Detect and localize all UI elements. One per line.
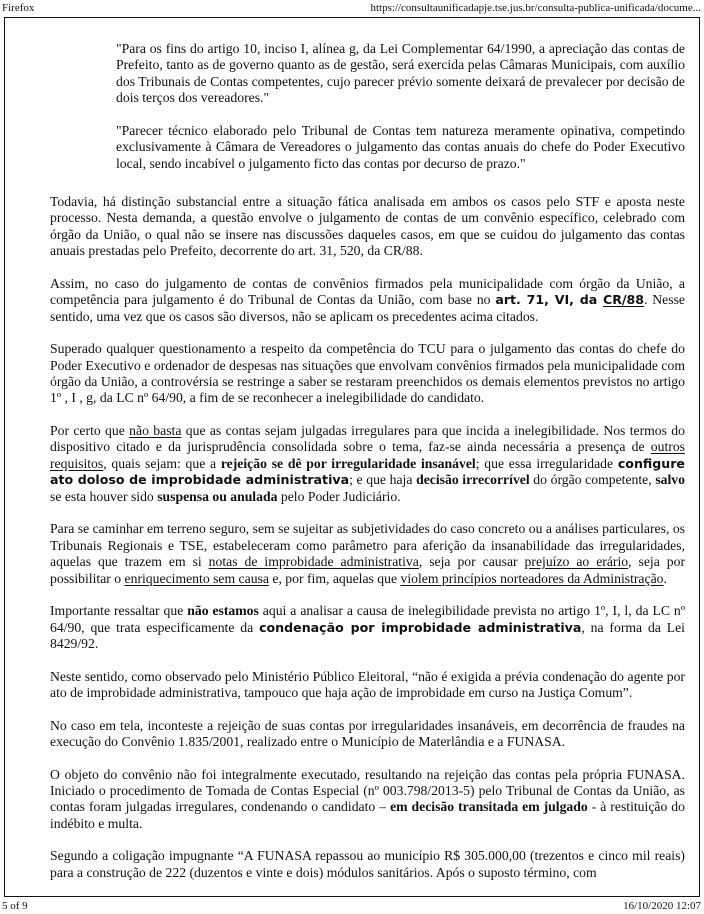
paragraph: Superado qualquer questionamento a respeito da competência do TCU para o julgamento das contas do chefe do Poder Executivo e ordenador de despesas nas situações que envolvam convênios firmados pela municipalidade com órgão da União, a controvérsia se restringe a saber se restaram preenchidos os demais elementos previstos no artigo 1º , I , g, da LC nº 64/90, a fim de se reconhecer a inelegibilidade do candidato. bbox=[50, 341, 685, 406]
paragraph: Por certo que não basta que as contas sejam julgadas irregulares para que incida a inelegibilidade. Nos termos do dispositivo citado e da jurisprudência consolidada sobre o tema, faz-se ainda necessária a presença de outros requisitos, quais sejam: que a rejeição se dê por irregularidade insanável; que essa irregularidade configure ato doloso de improbidade administrativa; e que haja decisão irrecorrível do órgão competente, salvo se esta houver sido suspensa ou anulada pelo Poder Judiciário. bbox=[50, 423, 685, 504]
browser-name: Firefox bbox=[2, 2, 35, 14]
document-body bbox=[50, 17, 685, 897]
paragraph: Para se caminhar em terreno seguro, sem se sujeitar as subjetividades do caso concreto ou a análises particulares, os Tribunais Regionais e TSE, estabeleceram como parâmetro para aferição da insanabilidade das irregularidades, aquelas que trazem em si notas de improbidade administrativa, seja por causar prejuízo ao erário, seja por possibilitar o enriquecimento sem causa e, por fim, aquelas que violem princípios norteadores da Administração. bbox=[50, 521, 685, 586]
paragraph: Neste sentido, como observado pelo Ministério Público Eleitoral, “não é exigida a prévia condenação do agente por ato de improbidade administrativa, tampouco que haja ação de improbidade em curso na Justiça Comum”. bbox=[50, 668, 685, 700]
paragraph: Segundo a coligação impugnante “A FUNASA repassou ao município R$ 305.000,00 (trezentos e cinco mil reais) para a construção de 222 (duzentos e vinte e dois) módulos sanitários. Após o suposto término, com bbox=[50, 848, 685, 880]
paragraph: Todavia, há distinção substancial entre a situação fática analisada em ambos os casos pelo STF e aposta neste processo. Nesta demanda, a questão envolve o julgamento de contas de um convênio específico, celebrado com órgão da União, o qual não se insere nas discussões daqueles casos, em que se cuidou do julgamento das contas anuais prestadas pelo Prefeito, decorrente do art. 31, 520, da CR/88. bbox=[50, 194, 685, 259]
print-datetime: 16/10/2020 12:07 bbox=[623, 900, 701, 912]
quote-paragraph: "Parecer técnico elaborado pelo Tribunal de Contas tem natureza meramente opinativa, competindo exclusivamente à Câmara de Vereadores o julgamento das contas anuais do chefe do Poder Executivo local, sendo incabível o julgamento ficto das contas por decurso de prazo." bbox=[116, 122, 685, 171]
page-counter: 5 of 9 bbox=[2, 900, 28, 912]
print-footer bbox=[0, 898, 704, 914]
paragraph: No caso em tela, inconteste a rejeição de suas contas por irregularidades insanáveis, em decorrência de fraudes na execução do Convênio 1.835/2001, realizado entre o Município de Materlândia e a FUNASA. bbox=[50, 717, 685, 749]
page-url: https://consultaunificadapje.tse.jus.br/consulta-publica-unificada/docume... bbox=[370, 2, 701, 14]
paragraph: Importante ressaltar que não estamos aqui a analisar a causa de inelegibilidade prevista no artigo 1º, I, l, da LC nº 64/90, que trata especificamente da condenação por improbidade administrativa, na forma da Lei 8429/92. bbox=[50, 603, 685, 651]
quote-paragraph: "Para os fins do artigo 10, inciso I, alínea g, da Lei Complementar 64/1990, a apreciação das contas de Prefeito, tanto as de governo quanto as de gestão, será exercida pelas Câmaras Municipais, com auxílio dos Tribunais de Contas competentes, cujo parecer prévio somente deixará de prevalecer por decisão de dois terços dos vereadores." bbox=[116, 41, 685, 106]
print-header bbox=[0, 0, 704, 16]
paragraph: O objeto do convênio não foi integralmente executado, resultando na rejeição das contas pela própria FUNASA. Iniciado o procedimento de Tomada de Contas Especial (nº 003.798/2013-5) pelo Tribunal de Contas da União, as contas foram julgadas irregulares, condenando o candidato – em decisão transitada em julgado - à restituição do indébito e multa. bbox=[50, 766, 685, 831]
paragraph: Assim, no caso do julgamento de contas de convênios firmados pela municipalidade com órgão da União, a competência para julgamento é do Tribunal de Contas da União, com base no art. 71, VI, da CR/88. Nesse sentido, uma vez que os casos são diversos, não se aplicam os precedentes acima citados. bbox=[50, 275, 685, 324]
